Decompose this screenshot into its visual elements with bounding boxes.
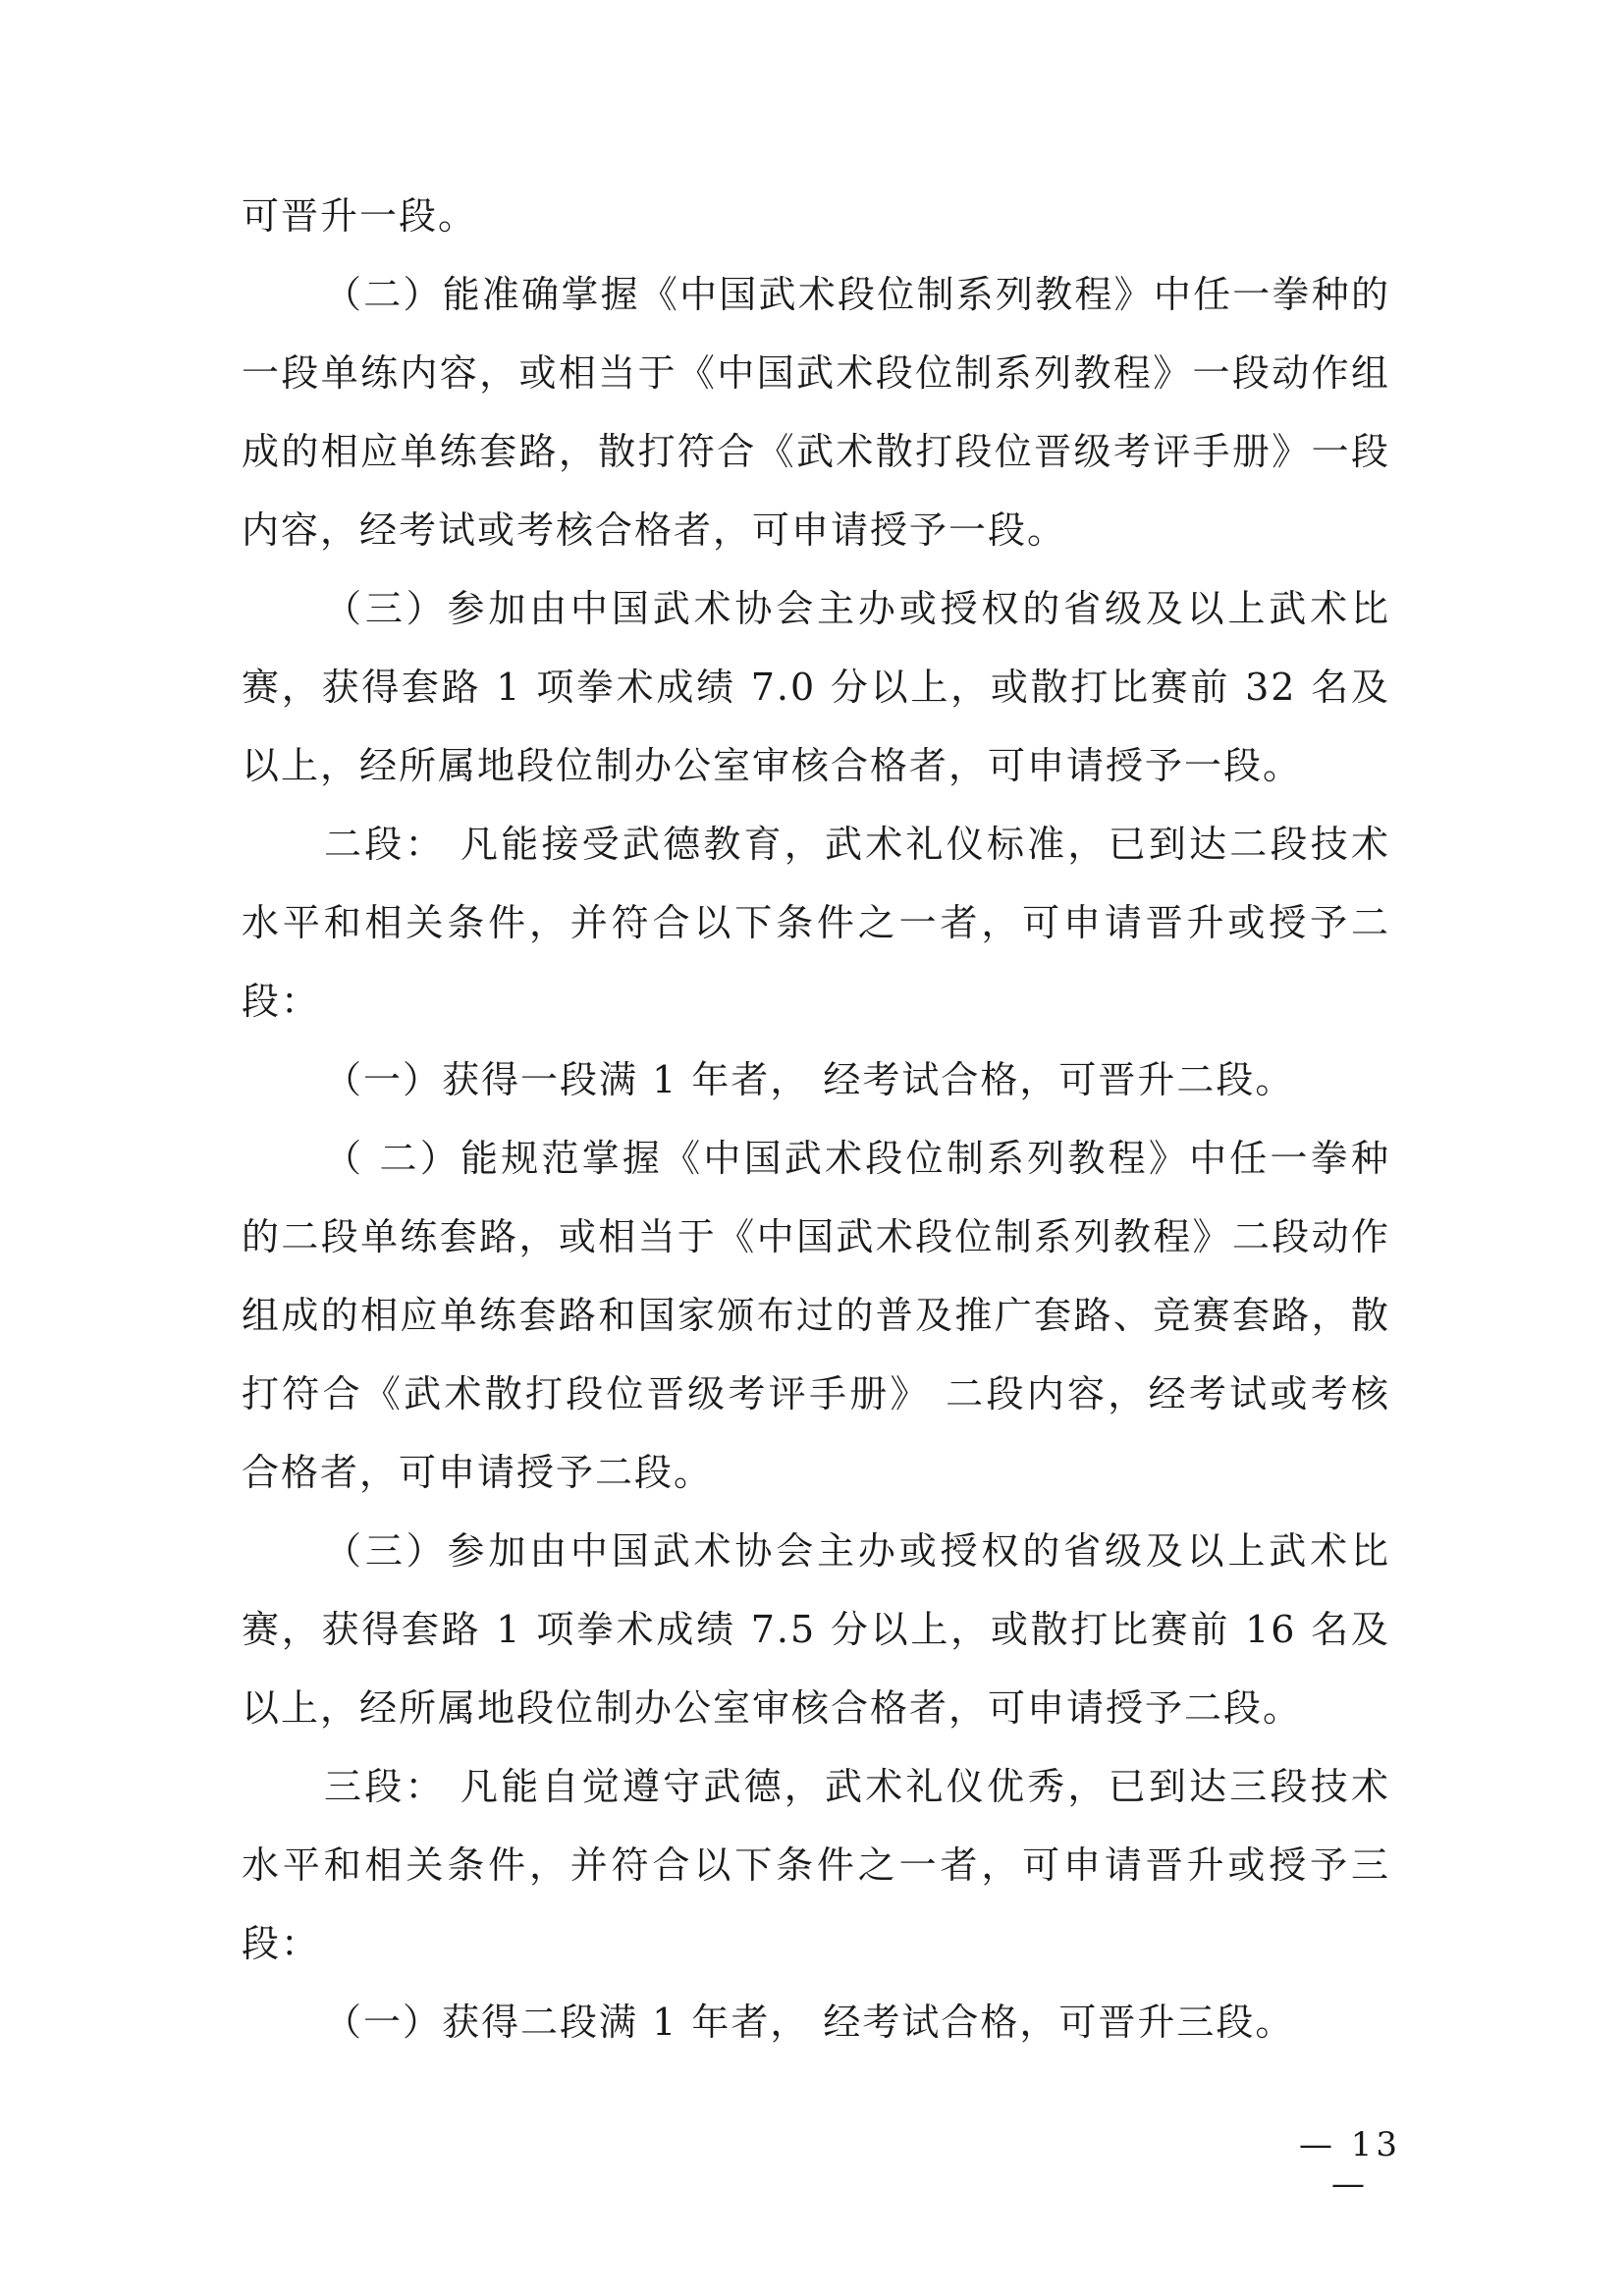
paragraph-level3-item1: （一）获得二段满 1 年者， 经考试合格，可晋升三段。 (324, 2001, 1295, 2044)
paragraph-level2-item2: （ 二）能规范掌握《中国武术段位制系列教程》中任一拳种的二段单练套路，或相当于《中国武术段位制系列教程》二段动作组成的相应单练套路和国家颁布过的普及推广套路、竞赛套路，散打符合《武术散打段位晋级考评手册》 二段内容，经考试或考核合格者，可申请授予二段。 (242, 1137, 1390, 1494)
document-body (242, 177, 1390, 2061)
paragraph-level2-item1: （一）获得一段满 1 年者， 经考试合格，可晋升二段。 (324, 1058, 1295, 1101)
paragraph-level2-heading: 二段： 凡能接受武德教育，武术礼仪标准，已到达二段技术水平和相关条件，并符合以下条件之一者，可申请晋升或授予二段： (242, 823, 1390, 1023)
page-number: — 13 — (1298, 2125, 1402, 2204)
paragraph-level1-item2: （二）能准确掌握《中国武术段位制系列教程》中任一拳种的一段单练内容，或相当于《中国武术段位制系列教程》一段动作组成的相应单练套路，散打符合《武术散打段位晋级考评手册》一段内容，经考试或考核合格者，可申请授予一段。 (242, 273, 1390, 552)
paragraph-level1-item3: （三）参加由中国武术协会主办或授权的省级及以上武术比赛，获得套路 1 项拳术成绩 7.0 分以上，或散打比赛前 32 名及以上，经所属地段位制办公室审核合格者，可申请授予一段。 (242, 587, 1390, 787)
paragraph-level2-item3: （三）参加由中国武术协会主办或授权的省级及以上武术比赛，获得套路 1 项拳术成绩 7.5 分以上，或散打比赛前 16 名及以上，经所属地段位制办公室审核合格者，可申请授予二段。 (242, 1529, 1390, 1730)
paragraph-continuation: 可晋升一段。 (242, 194, 478, 238)
paragraph-level3-heading: 三段： 凡能自觉遵守武德，武术礼仪优秀，已到达三段技术水平和相关条件，并符合以下条件之一者，可申请晋升或授予三段： (242, 1765, 1390, 1965)
